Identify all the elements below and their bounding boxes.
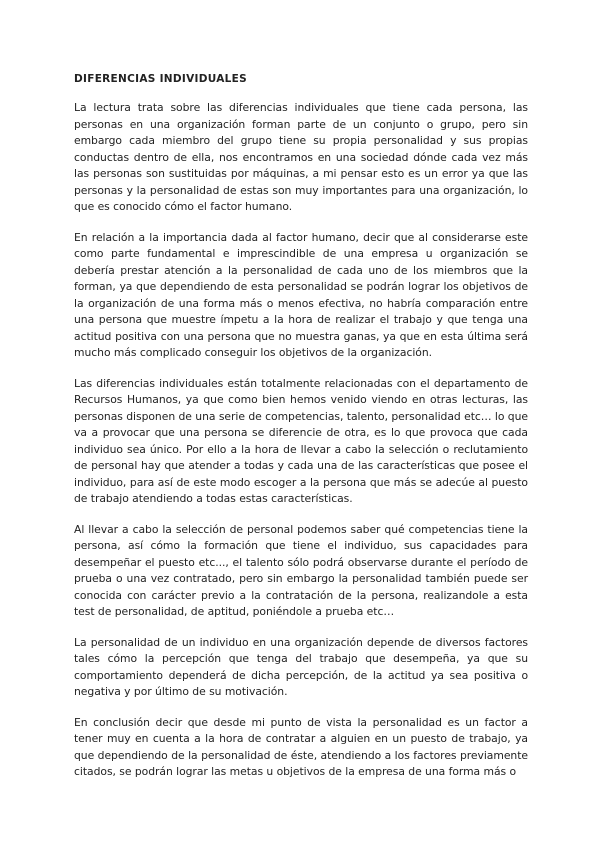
paragraph-6: En conclusión decir que desde mi punto de vista la personalidad es un factor a tener muy en cuenta a la hora de contratar a alguien en un puesto de trabajo, ya que dependiendo de la personalidad de éste, atendiendo a los factores previamente citados, se podrán lograr las metas u objetivos de la empresa de una forma más o: [74, 715, 528, 778]
paragraph-2: En relación a la importancia dada al factor humano, decir que al considerarse este como parte fundamental e imprescindible de una empresa u organización se debería prestar atención a la personalidad de cada uno de los miembros que la forman, ya que dependiendo de esta personalidad se podrán lograr los objetivos de la organización de una forma más o menos efectiva, no habría comparación entre una persona que muestre ímpetu a la hora de realizar el trabajo y que tenga una actitud positiva con una persona que no muestra ganas, ya que en esta última será mucho más complicado conseguir los objetivos de la organización.: [74, 230, 528, 359]
paragraph-3: Las diferencias individuales están totalmente relacionadas con el departamento de Recursos Humanos, ya que como bien hemos venido viendo en otras lecturas, las personas disponen de una serie de competencias, talento, personalidad etc… lo que va a provocar que una persona se diferencie de otra, es lo que provoca que cada individuo sea único. Por ello a la hora de llevar a cabo la selección o reclutamiento de personal hay que atender a todas y cada una de las características que posee el individuo, para así de este modo escoger a la persona que más se adecúe al puesto de trabajo atendiendo a todas estas características.: [74, 376, 528, 505]
document-title: DIFERENCIAS INDIVIDUALES: [74, 73, 247, 85]
paragraph-4: Al llevar a cabo la selección de personal podemos saber qué competencias tiene la persona, así cómo la formación que tiene el individuo, sus capacidades para desempeñar el puesto etc..., el talento sólo podrá observarse durante el período de prueba o una vez contratado, pero sin embargo la personalidad también puede ser conocida con carácter previo a la contratación de la persona, realizandole a esta test de personalidad, de aptitud, poniéndole a prueba etc…: [74, 522, 528, 618]
paragraph-1: La lectura trata sobre las diferencias individuales que tiene cada persona, las personas en una organización forman parte de un conjunto o grupo, pero sin embargo cada miembro del grupo tiene su propia personalidad y sus propias conductas dentro de ella, nos encontramos en una sociedad dónde cada vez más las personas son sustituidas por máquinas, a mi pensar esto es un error ya que las personas y la personalidad de estas son muy importantes para una organización, lo que es conocido cómo el factor humano.: [74, 101, 528, 213]
paragraph-5: La personalidad de un individuo en una organización depende de diversos factores tales cómo la percepción que tenga del trabajo que desempeña, ya que su comportamiento dependerá de dicha percepción, de la actitud ya sea positiva o negativa y por último de su motivación.: [74, 635, 528, 698]
